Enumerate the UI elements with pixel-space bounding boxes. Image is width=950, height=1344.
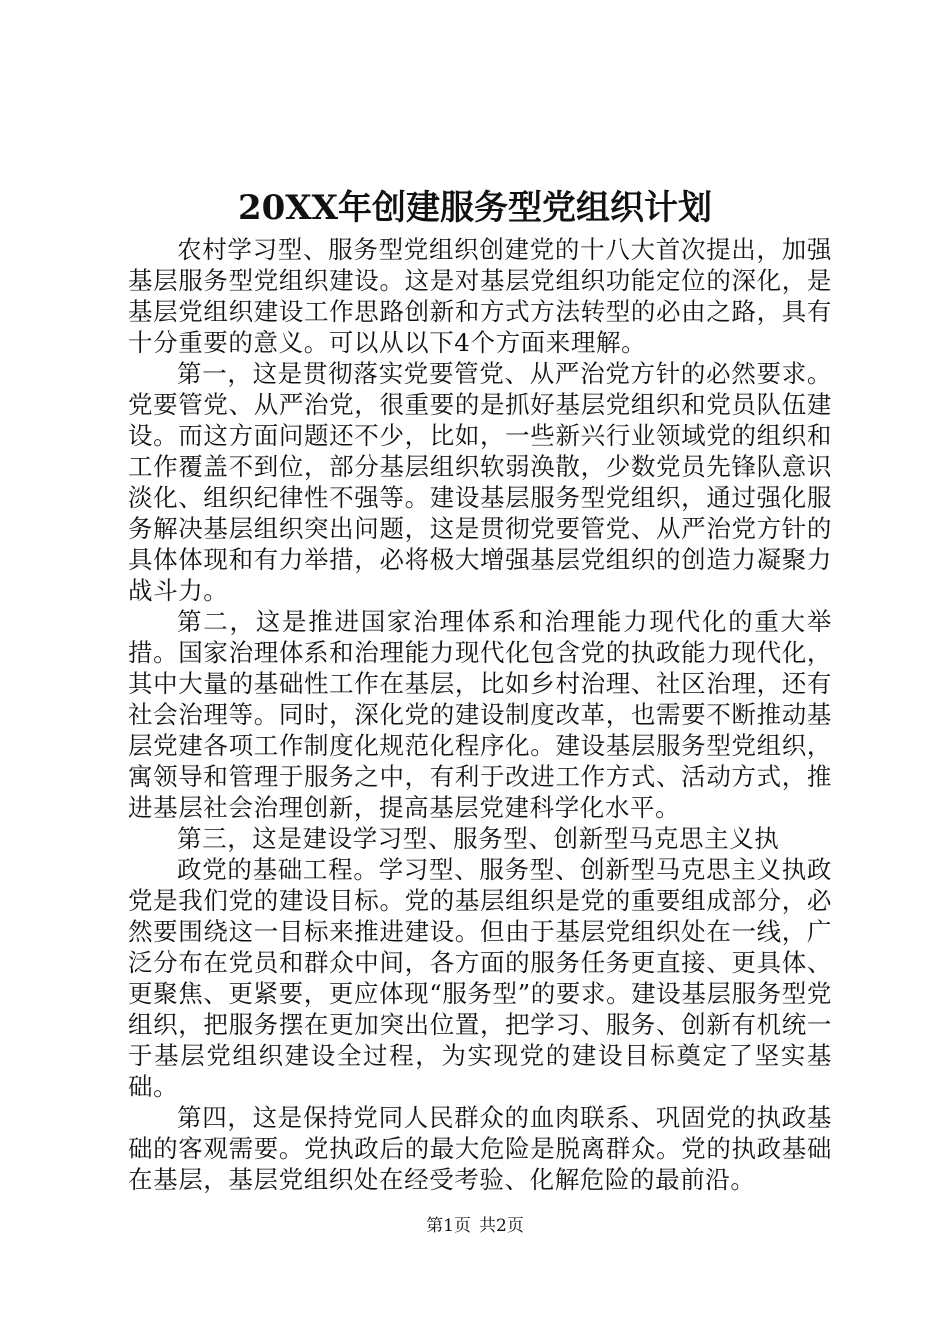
- paragraph-fourth-point: 第四，这是保持党同人民群众的血肉联系、巩固党的执政基础的客观需要。党执政后的最大危险是脱离群众。党的执政基础在基层，基层党组织处在经受考验、化解危险的最前沿。: [128, 1103, 832, 1194]
- paragraph-third-point-heading: 第三，这是建设学习型、服务型、创新型马克思主义执: [177, 824, 780, 853]
- paragraph-third-point-body: 政党的基础工程。学习型、服务型、创新型马克思主义执政党是我们党的建设目标。党的基层组织是党的重要组成部分，必然要围绕这一目标来推进建设。但由于基层党组织处在一线，广泛分布在党员和群众中间，各方面的服务任务更直接、更具体、更聚焦、更紧要，更应体现“服务型”的要求。建设基层服务型党组织，把服务摆在更加突出位置，把学习、服务、创新有机统一于基层党组织建设全过程，为实现党的建设目标奠定了坚实基础。: [128, 855, 832, 1101]
- document-title: 20XX年创建服务型党组织计划: [237, 188, 713, 228]
- paragraph-second-point: 第二，这是推进国家治理体系和治理能力现代化的重大举措。国家治理体系和治理能力现代化包含党的执政能力现代化，其中大量的基础性工作在基层，比如乡村治理、社区治理，还有社会治理等。同时，深化党的建设制度改革，也需要不断推动基层党建各项工作制度化规范化程序化。建设基层服务型党组织，寓领导和管理于服务之中，有利于改进工作方式、活动方式，推进基层社会治理创新，提高基层党建科学化水平。: [128, 607, 832, 822]
- page-total: 共2页: [479, 1216, 524, 1236]
- paragraph-first-point: 第一，这是贯彻落实党要管党、从严治党方针的必然要求。党要管党、从严治党，很重要的是抓好基层党组织和党员队伍建设。而这方面问题还不少，比如，一些新兴行业领域党的组织和工作覆盖不到位，部分基层组织软弱涣散，少数党员先锋队意识淡化、组织纪律性不强等。建设基层服务型党组织，通过强化服务解决基层组织突出问题，这是贯彻党要管党、从严治党方针的具体体现和有力举措，必将极大增强基层党组织的创造力凝聚力战斗力。: [128, 359, 832, 605]
- paragraph-intro: 农村学习型、服务型党组织创建党的十八大首次提出，加强基层服务型党组织建设。这是对基层党组织功能定位的深化，是基层党组织建设工作思路创新和方式方法转型的必由之路，具有十分重要的意义。可以从以下4个方面来理解。: [128, 235, 832, 357]
- page-footer: [0, 1214, 950, 1238]
- page-number: 第1页: [426, 1216, 471, 1236]
- document-body: [128, 234, 832, 1195]
